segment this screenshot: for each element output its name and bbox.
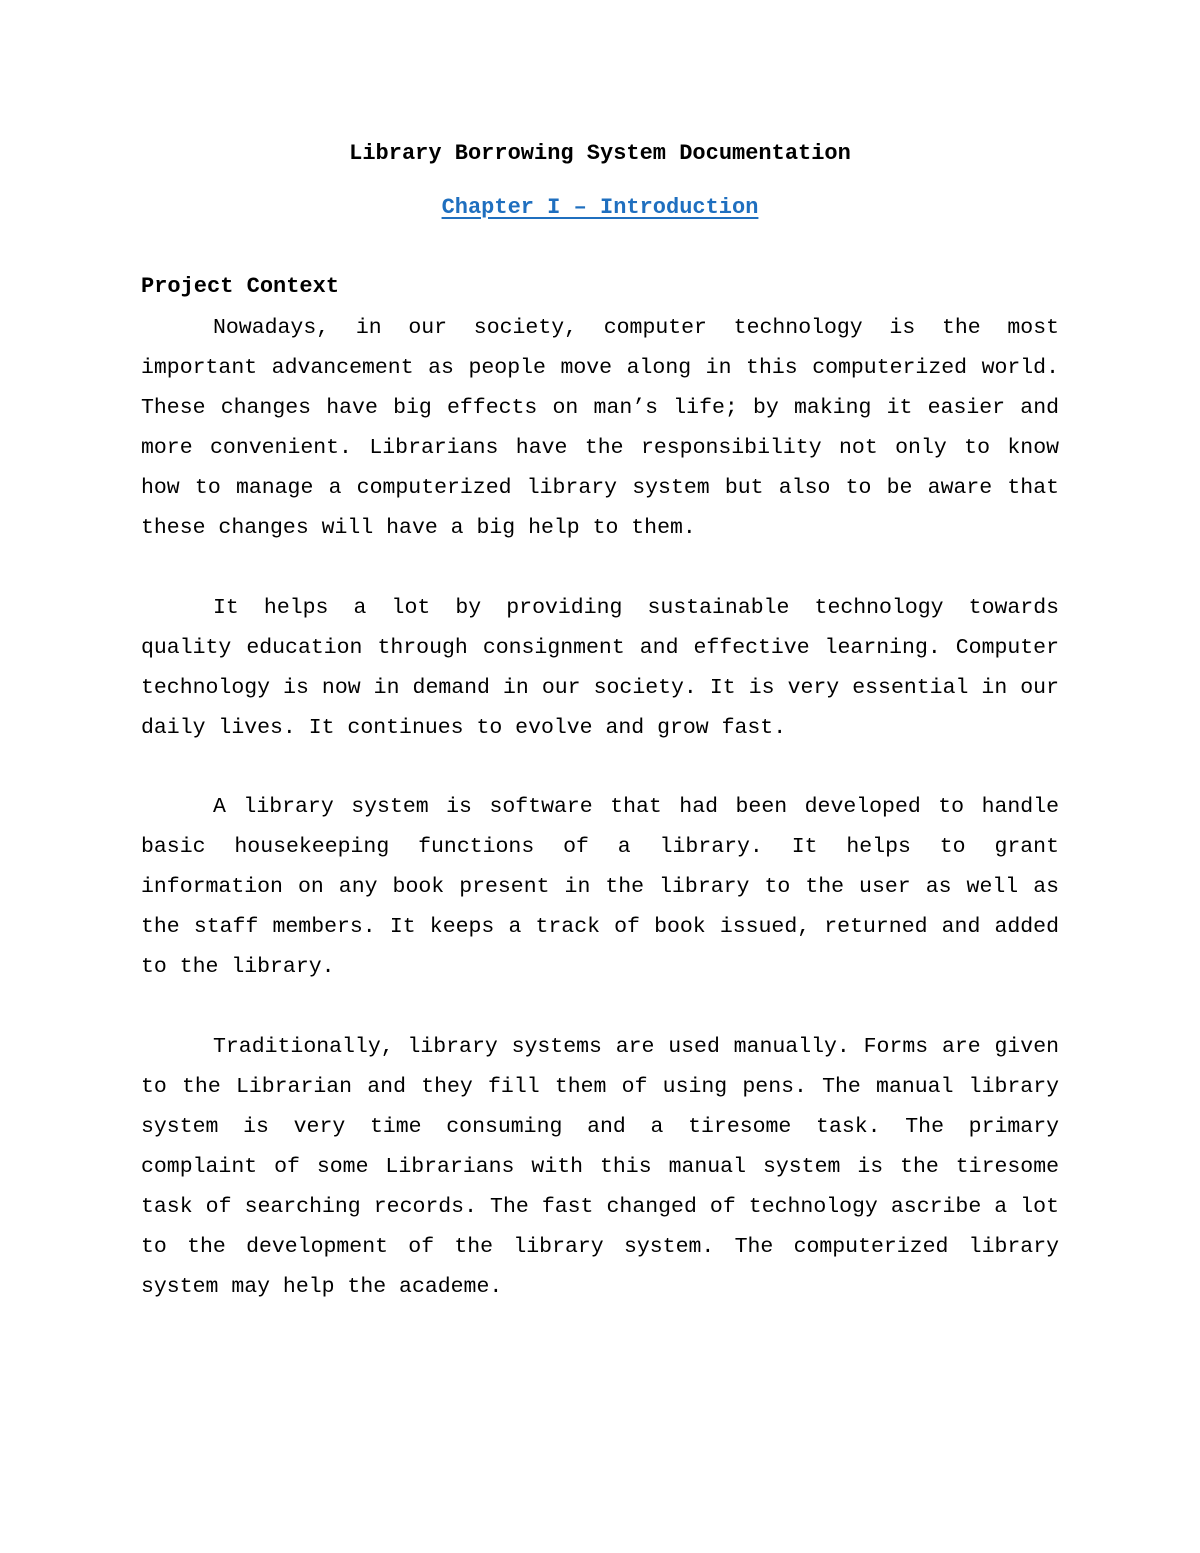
paragraph-3: A library system is software that had been developed to handle basic housekeeping functions of a library. It helps to grant information on any book present in the library to the user as well as the staff members. It keeps a track of book issued, returned and added to the library. bbox=[141, 795, 1059, 979]
paragraph-1: Nowadays, in our society, computer technology is the most important advancement as people move along in this computerized world. These changes have big effects on man’s life; by making it easier and more convenient. Librarians have the responsibility not only to know how to manage a computerized library system but also to be aware that these changes will have a big help to them. bbox=[141, 316, 1059, 540]
chapter-heading bbox=[0, 194, 1200, 222]
paragraph-4: Traditionally, library systems are used manually. Forms are given to the Librarian and they fill them of using pens. The manual library system is very time consuming and a tiresome task. The primary complaint of some Librarians with this manual system is the tiresome task of searching records. The fast changed of technology ascribe a lot to the development of the library system. The computerized library system may help the academe. bbox=[141, 1035, 1059, 1299]
section-heading: Project Context bbox=[141, 274, 340, 299]
document-title: Library Borrowing System Documentation bbox=[349, 141, 851, 166]
chapter-heading-link[interactable]: Chapter I – Introduction bbox=[441, 195, 759, 220]
paragraph-2: It helps a lot by providing sustainable technology towards quality education through consignment and effective learning. Computer technology is now in demand in our society. It is very essential in our daily lives. It continues to evolve and grow fast. bbox=[141, 596, 1059, 740]
